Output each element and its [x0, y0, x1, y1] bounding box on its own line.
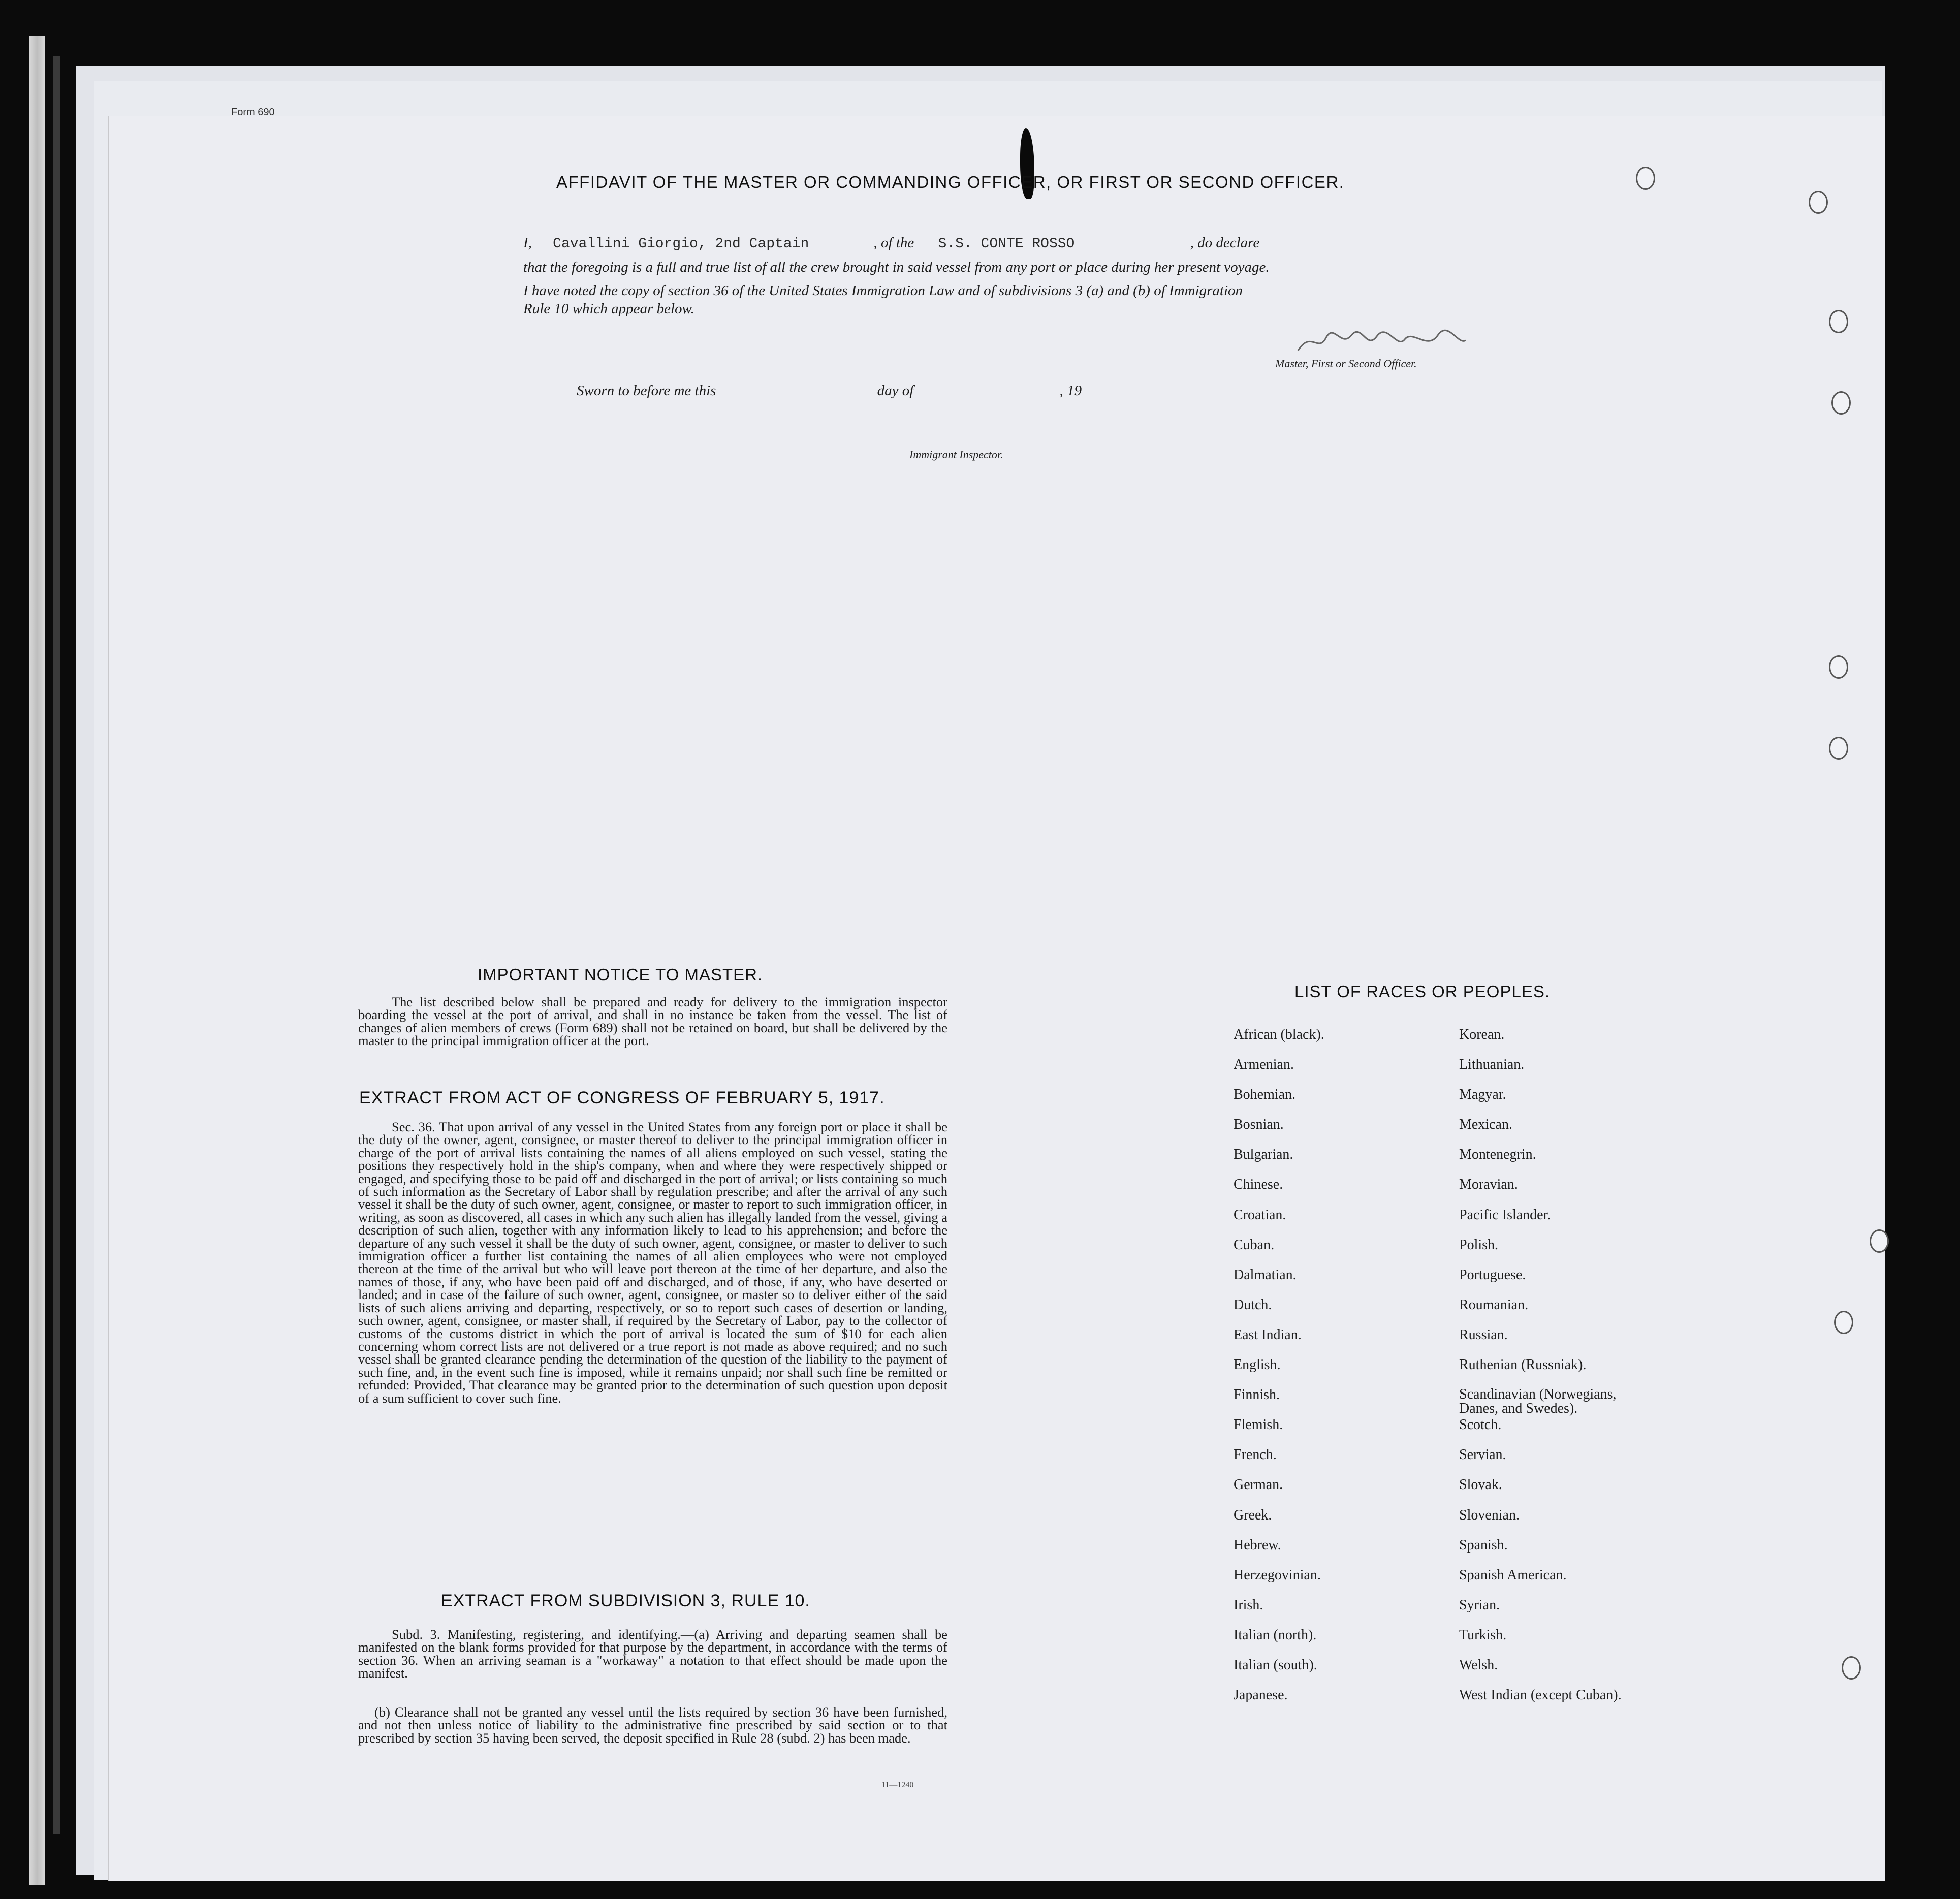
extract-rule-text-a: Subd. 3. Manifesting, registering, and identifying.—(a) Arriving and departing seamen shall be manifested on the blank forms provided for that purpose by the department, in accordance with the terms of section 36. When an arriving seaman is a "workaway" a notation to that effect should be made upon the manifest.: [358, 1627, 947, 1681]
list-item: Magyar.: [1459, 1087, 1506, 1103]
list-item: Pacific Islander.: [1459, 1207, 1551, 1223]
declaration-line-2: that the foregoing is a full and true list of all the crew brought in said vessel from any port or place during her present voyage.: [523, 259, 1270, 275]
list-item: Greek.: [1234, 1507, 1272, 1523]
punch-hole-icon: [1870, 1229, 1889, 1253]
list-item: Armenian.: [1234, 1057, 1294, 1073]
list-item: East Indian.: [1234, 1326, 1302, 1343]
list-item: Hebrew.: [1234, 1537, 1281, 1553]
list-item: Slovenian.: [1459, 1507, 1520, 1523]
notice-title: IMPORTANT NOTICE TO MASTER.: [478, 965, 763, 984]
races-list-left: [1234, 1027, 1437, 1718]
list-item: Italian (south).: [1234, 1657, 1317, 1673]
list-item: Moravian.: [1459, 1177, 1518, 1193]
punch-hole-icon: [1829, 655, 1848, 679]
list-item: Cuban.: [1234, 1237, 1275, 1253]
extract-act-title: EXTRACT FROM ACT OF CONGRESS OF FEBRUARY 5, 1917.: [359, 1088, 885, 1107]
list-item: Lithuanian.: [1459, 1057, 1525, 1073]
list-item: Bohemian.: [1234, 1087, 1296, 1103]
notice-text: The list described below shall be prepared and ready for delivery to the immigration inspector boarding the vessel at the port of arrival, and shall in no instance be taken from the vessel. The list of changes of alien members of crews (Form 689) shall not be retained on board, but shall be delivered by the master to the principal immigration officer at the port.: [358, 994, 947, 1049]
list-item: Dutch.: [1234, 1296, 1272, 1313]
punch-hole-icon: [1831, 391, 1851, 415]
signature-caption: Master, First or Second Officer.: [1275, 357, 1417, 370]
punch-hole-icon: [1834, 1311, 1853, 1334]
sworn-line: [577, 383, 1082, 399]
list-item: Mexican.: [1459, 1117, 1512, 1133]
extract-act-text: Sec. 36. That upon arrival of any vessel in the United States from any foreign port or place it shall be the duty of the owner, agent, consignee, or master thereof to deliver to the principal immigration officer in charge of the port of arrival lists containing the names of all aliens employed on such vessel, stating the positions they respectively hold in the ship's company, when and where they were respectively shipped or engaged, and specifying those to be paid off and discharged in the port of arrival; or lists containing so much of such information as the Secretary of Labor shall by regulation prescribe; and after the arrival of any such vessel it shall be the duty of such owner, agent, consignee, or master to report to such immigration officer, in writing, as soon as discovered, all cases in which any such alien has illegally landed from the vessel, giving a description of such alien, together with any information likely to lead to his apprehension; and before the departure of any such vessel it shall be the duty of such owner, agent, consignee, or master to deliver to such immigration officer a further list containing the names of all alien employees who were not employed thereon at the time of the arrival but who will leave port thereon at the time of her departure, and also the names of those, if any, who have been paid off and discharged, and of those, if any, who have deserted or landed; and in case of the failure of such owner, agent, consignee, or master so to deliver either of the said lists of such aliens arriving and departing, respectively, or so to report such cases of desertion or landing, such owner, agent, consignee, or master shall, if required by the Secretary of Labor, pay to the collector of customs of the customs district in which the port of arrival is located the sum of $10 for each alien concerning whom correct lists are not delivered or a true report is not made as above required; and no such vessel shall be granted clearance pending the determination of the question of the liability to the payment of such fine, and, in the event such fine is imposed, while it remains unpaid; nor shall such fine be remitted or refunded: Provided, That clearance may be granted prior to the determination of such question upon deposit of a sum sufficient to cover such fine.: [358, 1119, 947, 1406]
binder-spine: [53, 56, 60, 1834]
list-item: West Indian (except Cuban).: [1459, 1687, 1622, 1703]
punch-hole-icon: [1809, 191, 1828, 214]
list-item: Flemish.: [1234, 1417, 1283, 1433]
declaration-line-3: I have noted the copy of section 36 of the United States Immigration Law and of subdivisions 3 (a) and (b) of Immigration: [523, 282, 1243, 299]
extract-rule-text-b: (b) Clearance shall not be granted any vessel until the lists required by section 36 have been furnished, and not then unless notice of liability to the administrative fine prescribed by said section or to that prescribed by section 35 having been served, the deposit specified in Rule 28 (subd. 2) has been made.: [358, 1704, 947, 1746]
vessel-name: S.S. CONTE ROSSO: [938, 236, 1075, 252]
list-item: Japanese.: [1234, 1687, 1288, 1703]
punch-hole-icon: [1829, 310, 1848, 333]
list-item: Polish.: [1459, 1237, 1499, 1253]
of-the-label: , of the: [873, 235, 914, 251]
extract-rule-title: EXTRACT FROM SUBDIVISION 3, RULE 10.: [441, 1591, 810, 1610]
list-item: Scandinavian (Norwegians, Danes, and Swedes).: [1459, 1386, 1617, 1417]
list-item: Welsh.: [1459, 1657, 1498, 1673]
list-item: Croatian.: [1234, 1207, 1286, 1223]
list-item: Scotch.: [1459, 1417, 1502, 1433]
list-item: Herzegovinian.: [1234, 1567, 1321, 1583]
list-item: Montenegrin.: [1459, 1147, 1536, 1163]
list-item: Ruthenian (Russniak).: [1459, 1357, 1587, 1373]
list-item: Dalmatian.: [1234, 1267, 1297, 1283]
list-item: Bulgarian.: [1234, 1147, 1293, 1163]
officer-name: Cavallini Giorgio, 2nd Captain: [553, 236, 809, 252]
punch-hole-icon: [1636, 167, 1655, 190]
declaration-line-4: Rule 10 which appear below.: [523, 301, 694, 317]
list-item: Russian.: [1459, 1326, 1508, 1343]
signature-scribble: [1295, 325, 1468, 356]
punch-hole-icon: [1829, 737, 1848, 760]
list-item: Spanish American.: [1459, 1567, 1567, 1583]
list-item: Syrian.: [1459, 1597, 1500, 1613]
list-item: English.: [1234, 1357, 1281, 1373]
declaration-pronoun: I,: [523, 235, 532, 251]
list-item: Korean.: [1459, 1027, 1505, 1042]
binder-edge: [29, 36, 45, 1885]
list-item: Irish.: [1234, 1597, 1263, 1613]
list-item: Chinese.: [1234, 1177, 1283, 1193]
day-of-label: day of: [877, 383, 914, 399]
year-prefix: , 19: [1059, 383, 1082, 399]
list-item: Bosnian.: [1234, 1117, 1284, 1133]
races-list-right: [1459, 1027, 1672, 1718]
list-item: Finnish.: [1234, 1387, 1280, 1403]
list-item: Turkish.: [1459, 1627, 1507, 1643]
races-title: LIST OF RACES OR PEOPLES.: [1294, 982, 1551, 1001]
affidavit-title: AFFIDAVIT OF THE MASTER OR COMMANDING OFFICER, OR FIRST OR SECOND OFFICER.: [556, 173, 1345, 192]
list-item: Roumanian.: [1459, 1296, 1529, 1313]
list-item: African (black).: [1234, 1027, 1324, 1042]
print-code: 11—1240: [881, 1781, 914, 1789]
punch-hole-icon: [1842, 1656, 1861, 1680]
list-item: Italian (north).: [1234, 1627, 1317, 1643]
declaration-line-1: [523, 235, 1259, 252]
list-item: German.: [1234, 1477, 1283, 1493]
list-item: Slovak.: [1459, 1477, 1502, 1493]
do-declare-label: , do declare: [1190, 235, 1260, 251]
inspector-caption: Immigrant Inspector.: [909, 448, 1003, 461]
list-item: French.: [1234, 1447, 1277, 1463]
form-number: Form 690: [231, 107, 275, 118]
list-item: Spanish.: [1459, 1537, 1508, 1553]
list-item: Portuguese.: [1459, 1267, 1526, 1283]
list-item: Servian.: [1459, 1447, 1506, 1463]
sworn-label: Sworn to before me this: [577, 383, 716, 399]
